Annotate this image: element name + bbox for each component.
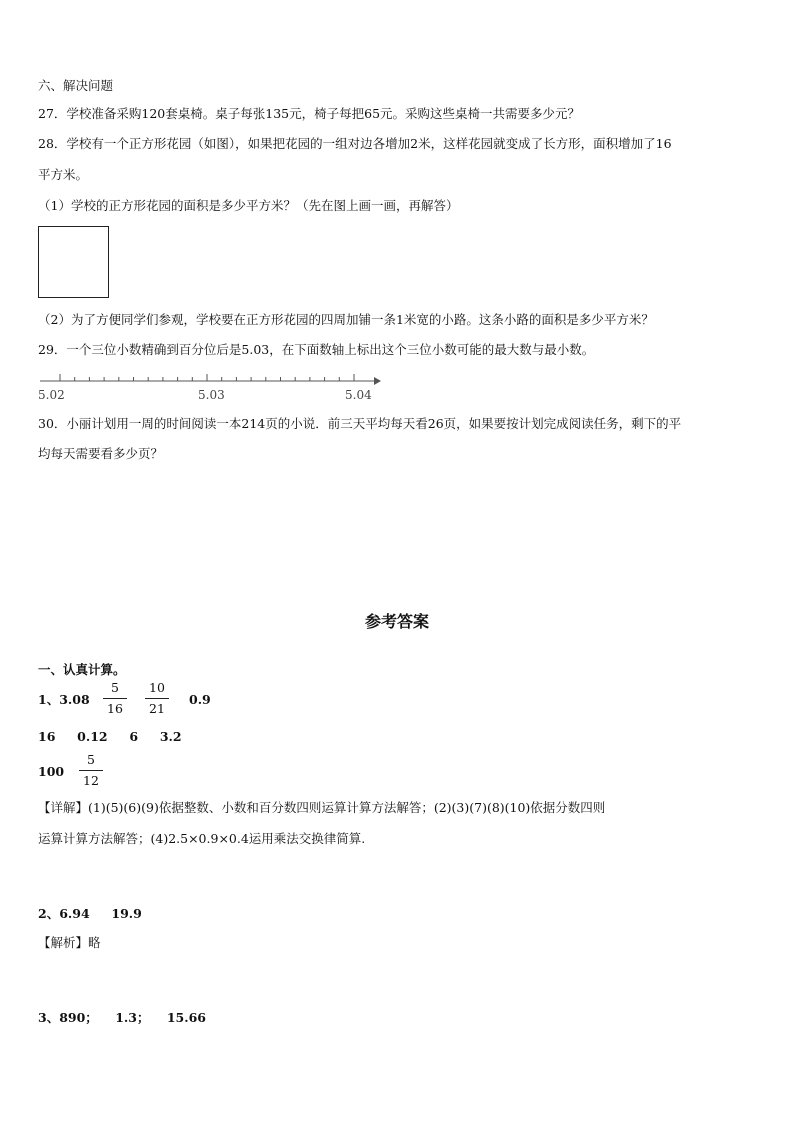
answers-part1-title: 一、认真计算。 bbox=[38, 662, 126, 677]
answer-row-3-prefix: 100 bbox=[38, 764, 65, 779]
detail-line-2: 运算计算方法解答；(4)2.5×0.9×0.4运用乘法交换律简算. bbox=[38, 831, 366, 846]
tick-label-start: 5.02 bbox=[38, 388, 65, 402]
fraction-bar bbox=[79, 770, 103, 771]
fraction-numerator: 10 bbox=[149, 680, 165, 695]
fraction-numerator: 5 bbox=[111, 680, 119, 695]
answers-title: 参考答案 bbox=[364, 612, 429, 631]
answer-1-end: 0.9 bbox=[189, 692, 211, 707]
answer-row-2: 16 0.12 6 3.2 bbox=[38, 729, 182, 744]
question-30-line2: 均每天需要看多少页？ bbox=[38, 446, 164, 461]
answer-2: 2、6.94 19.9 bbox=[38, 906, 142, 921]
fraction-numerator: 5 bbox=[87, 752, 95, 767]
fraction-5-16 bbox=[100, 680, 130, 717]
fraction-bar bbox=[145, 698, 169, 699]
section-title: 六、解决问题 bbox=[38, 78, 114, 93]
fraction-denominator: 12 bbox=[83, 773, 99, 788]
answer-1-prefix: 1、3.08 bbox=[38, 692, 90, 707]
question-29: 29．一个三位小数精确到百分位后是5.03，在下面数轴上标出这个三位小数可能的最大数与最小数。 bbox=[38, 342, 595, 357]
fraction-bar bbox=[103, 698, 127, 699]
answer-3: 3、890； 1.3； 15.66 bbox=[38, 1010, 206, 1025]
question-27: 27．学校准备采购120套桌椅。桌子每张135元，椅子每把65元。采购这些桌椅一共需要多少元？ bbox=[38, 106, 581, 121]
fraction-10-21 bbox=[142, 680, 172, 717]
detail-line-1: 【详解】(1)(5)(6)(9)依据整数、小数和百分数四则运算计算方法解答；(2)(3)(7)(8)(10)依据分数四则 bbox=[38, 800, 606, 815]
square-garden-figure bbox=[38, 226, 109, 298]
tick-label-end: 5.04 bbox=[345, 388, 372, 402]
question-28-sub2: （2）为了方便同学们参观，学校要在正方形花园的四周加铺一条1米宽的小路。这条小路的面积是多少平方米？ bbox=[38, 312, 654, 327]
arrow-icon bbox=[374, 377, 381, 385]
fraction-denominator: 16 bbox=[107, 701, 123, 716]
tick-label-middle: 5.03 bbox=[198, 388, 225, 402]
question-28-sub1: （1）学校的正方形花园的面积是多少平方米？（先在图上画一画，再解答） bbox=[38, 198, 459, 213]
question-28-line2: 平方米。 bbox=[38, 167, 89, 182]
fraction-denominator: 21 bbox=[149, 701, 165, 716]
fraction-5-12 bbox=[76, 752, 106, 789]
number-line-ticks bbox=[60, 374, 354, 381]
answer-2-analysis: 【解析】略 bbox=[38, 935, 101, 950]
question-28-line1: 28．学校有一个正方形花园（如图），如果把花园的一组对边各增加2米，这样花园就变成了长方形，面积增加了16 bbox=[38, 136, 672, 151]
question-30-line1: 30．小丽计划用一周的时间阅读一本214页的小说．前三天平均每天看26页，如果要按计划完成阅读任务，剩下的平 bbox=[38, 416, 682, 431]
number-line bbox=[38, 370, 383, 406]
